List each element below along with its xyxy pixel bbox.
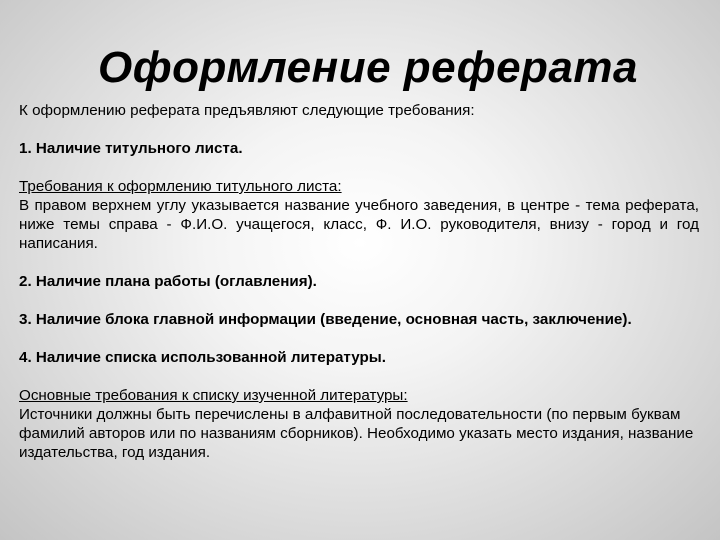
intro-text: К оформлению реферата предъявляют следующие требования:	[19, 102, 475, 119]
spacer	[19, 253, 699, 272]
spacer	[19, 329, 699, 348]
title-page-heading: Требования к оформлению титульного листа:	[19, 178, 342, 195]
requirement-3: 3. Наличие блока главной информации (введение, основная часть, заключение).	[19, 311, 632, 328]
spacer	[19, 291, 699, 310]
literature-heading: Основные требования к списку изученной литературы:	[19, 387, 408, 404]
slide-title: Оформление реферата	[97, 43, 638, 92]
slide-body	[19, 101, 699, 462]
requirement-2: 2. Наличие плана работы (оглавления).	[19, 273, 317, 290]
spacer	[19, 158, 699, 177]
requirement-1: 1. Наличие титульного листа.	[19, 140, 243, 157]
spacer	[19, 367, 699, 386]
spacer	[19, 120, 699, 139]
title-page-text: В правом верхнем углу указывается название учебного заведения, в центре - тема реферата, ниже темы справа - Ф.И.О. учащегося, класс, Ф. И.О. руководителя, внизу - город и год написания.	[19, 197, 699, 252]
requirement-4: 4. Наличие списка использованной литературы.	[19, 349, 386, 366]
literature-text: Источники должны быть перечислены в алфавитной последовательности (по первым буквам фамилий авторов или по названиям сборников). Необходимо указать место издания, название издательства, год издания.	[19, 406, 694, 461]
